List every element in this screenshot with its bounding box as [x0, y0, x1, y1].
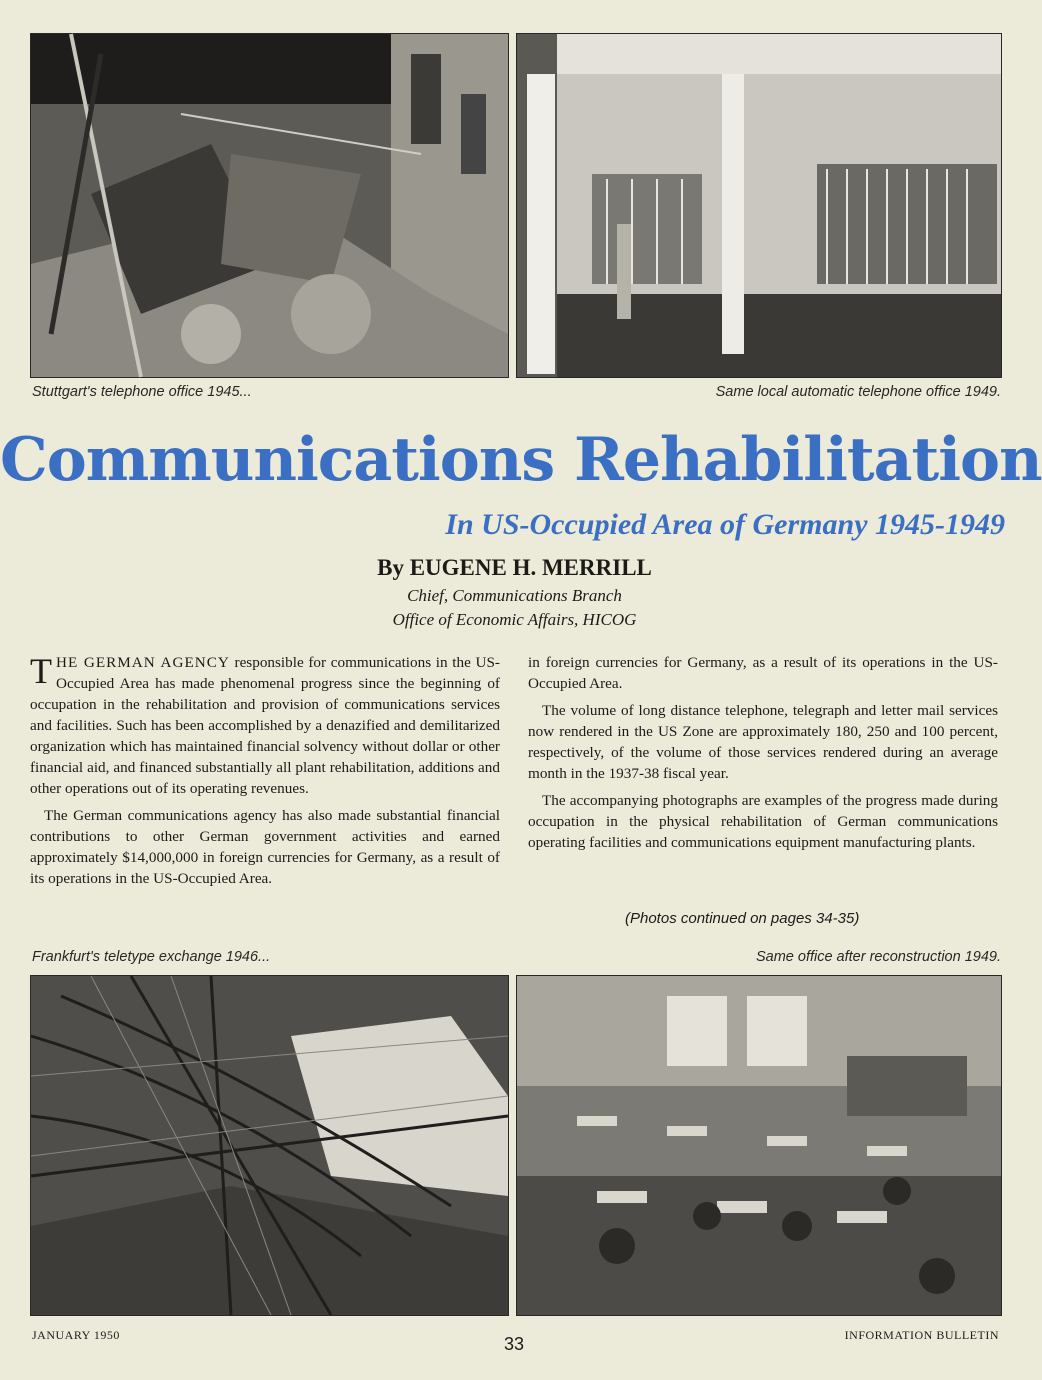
caption-bottom-left: Frankfurt's teletype exchange 1946...: [32, 949, 271, 965]
byline: By EUGENE H. MERRILL: [377, 555, 652, 580]
article-column-right: [528, 652, 998, 859]
paragraph-1: [30, 652, 500, 799]
article-title: Communications Rehabilitation: [0, 425, 1042, 495]
photo-frankfurt-1949: [516, 975, 1002, 1316]
paragraph-1-text: responsible for communications in the US-Occupied Area has made phenomenal progress since the beginning of occupation in the rehabilitation and provision of communications services and facilities. Such has been accomplished by a denazified and demilitarized organization which has maintained financial solvency without dollar or other financial aid, and financed substantially all plant rehabilitation, additions and other operations out of its operating revenues.: [30, 654, 500, 797]
paragraph-2-continued: in foreign currencies for Germany, as a result of its operations in the US-Occupied Area.: [528, 654, 998, 692]
photo-stuttgart-1949: [516, 33, 1002, 378]
caption-bottom-right: Same office after reconstruction 1949.: [755, 949, 1001, 965]
photo-stuttgart-1945: [30, 33, 509, 378]
caption-top-right: Same local automatic telephone office 1949.: [715, 384, 1001, 400]
photo-frankfurt-1946: [30, 975, 509, 1316]
caption-top-left: Stuttgart's telephone office 1945...: [32, 384, 252, 400]
article-column-left: [30, 651, 500, 887]
footer-publication: INFORMATION BULLETIN: [844, 1328, 999, 1342]
footer-date: JANUARY 1950: [32, 1328, 120, 1342]
paragraph-2: The German communications agency has also made substantial financial contributions to other German government activities and earned approximately $14,000,000 in foreign currencies for Germany, as a result of its operations in the US-Occupied Area.: [30, 807, 500, 887]
paragraph-3: The volume of long distance telephone, telegraph and letter mail services now rendered in the US Zone are approximately 180, 250 and 100 percent, respectively, of the volume of those services rendered during an average month in the 1937-38 fiscal year.: [528, 702, 998, 782]
article-subtitle: In US-Occupied Area of Germany 1945-1949: [445, 508, 1005, 541]
author-role-2: Office of Economic Affairs, HICOG: [392, 610, 637, 629]
lead-in: HE GERMAN AGENCY: [56, 654, 230, 671]
drop-cap: T: [30, 651, 52, 691]
continued-note: (Photos continued on pages 34-35): [625, 910, 860, 927]
page-number: 33: [504, 1334, 525, 1354]
paragraph-4: The accompanying photographs are examples of the progress made during occupation in the physical rehabilitation of German communications operating facilities and communications equipment manufacturing plants.: [528, 792, 998, 851]
author-role-1: Chief, Communications Branch: [407, 586, 622, 605]
